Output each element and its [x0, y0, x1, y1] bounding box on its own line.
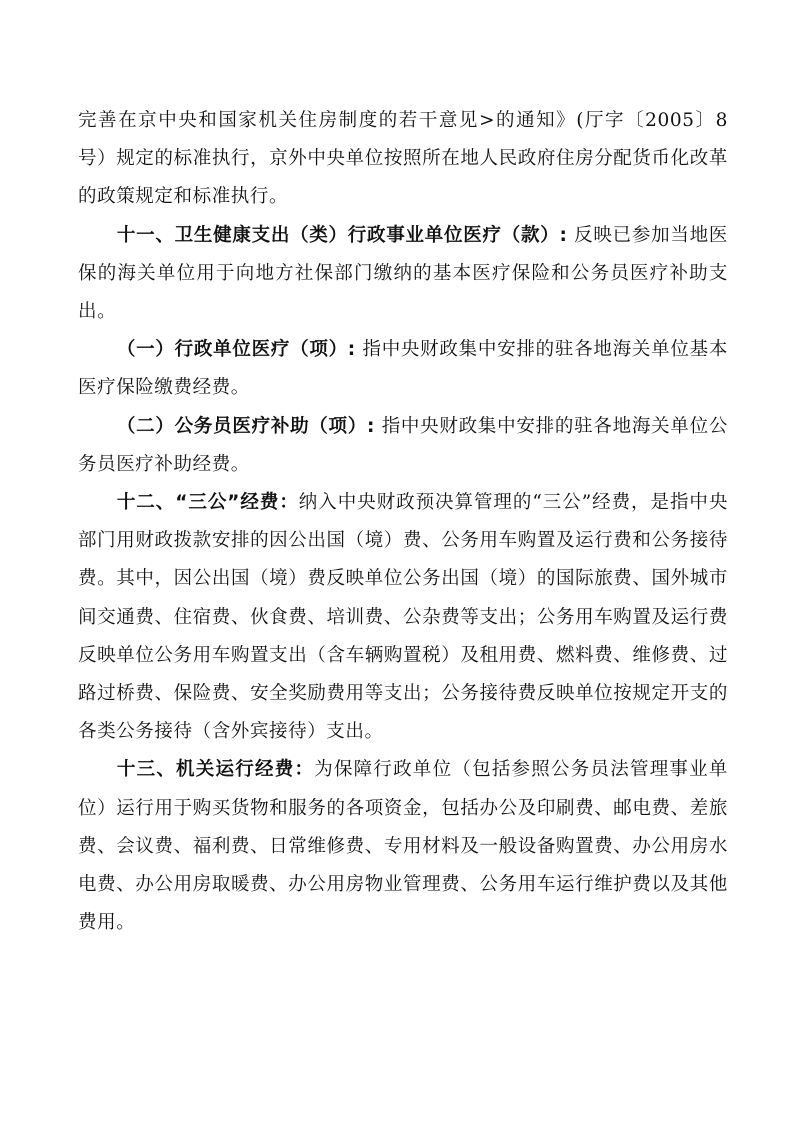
paragraph-civil-servant-medical — [78, 408, 728, 484]
section-heading: 十三、机关运行经费： — [116, 759, 315, 781]
section-heading: （一）行政单位医疗（项）: — [116, 339, 356, 361]
paragraph-housing-standard — [78, 102, 728, 217]
paragraph-text: 为保障行政单位（包括参照公务员法管理事业单位）运行用于购买货物和服务的各项资金，包括办公及印刷费、邮电费、差旅费、会议费、福利费、日常维修费、专用材料及一般设备购置费、办公用房水电费、办公用房取暖费、办公用房物业管理费、公务用车运行维护费以及其他费用。 — [78, 759, 728, 934]
paragraph-text: 指中央财政集中安排的驻各地海关单位基本医疗保险缴费经费。 — [78, 339, 728, 399]
section-heading: （二）公务员医疗补助（项）: — [116, 415, 376, 437]
paragraph-text: 完善在京中央和国家机关住房制度的若干意见>的通知》(厅字〔2005〕8 号）规定的标准执行，京外中央单位按照所在地人民政府住房分配货币化改革的政策规定和标准执行。 — [78, 110, 728, 208]
paragraph-operating-expenses — [78, 751, 728, 942]
section-heading: 十一、卫生健康支出（类）行政事业单位医疗（款）: — [116, 224, 568, 246]
paragraph-text: 反映已参加当地医保的海关单位用于向地方社保部门缴纳的基本医疗保险和公务员医疗补助支出。 — [78, 224, 728, 323]
paragraph-admin-medical — [78, 331, 728, 407]
paragraph-health-expenditure — [78, 217, 728, 332]
paragraph-three-public-expenses — [78, 484, 728, 751]
section-heading: 十二、“三公”经费： — [116, 492, 299, 514]
paragraph-text: 指中央财政集中安排的驻各地海关单位公务员医疗补助经费。 — [78, 415, 728, 475]
paragraph-text: 纳入中央财政预决算管理的“三公”经费，是指中央部门用财政拨款安排的因公出国（境）费、公务用车购置及运行费和公务接待费。其中，因公出国（境）费反映单位公务出国（境）的国际旅费、国外城市间交通费、住宿费、伙食费、培训费、公杂费等支出；公务用车购置及运行费反映单位公务用车购置支出（含车辆购置税）及租用费、燃料费、维修费、过路过桥费、保险费、安全奖励费用等支出；公务接待费反映单位按规定开支的各类公务接待（含外宾接待）支出。 — [78, 492, 728, 743]
document-page — [78, 102, 728, 942]
